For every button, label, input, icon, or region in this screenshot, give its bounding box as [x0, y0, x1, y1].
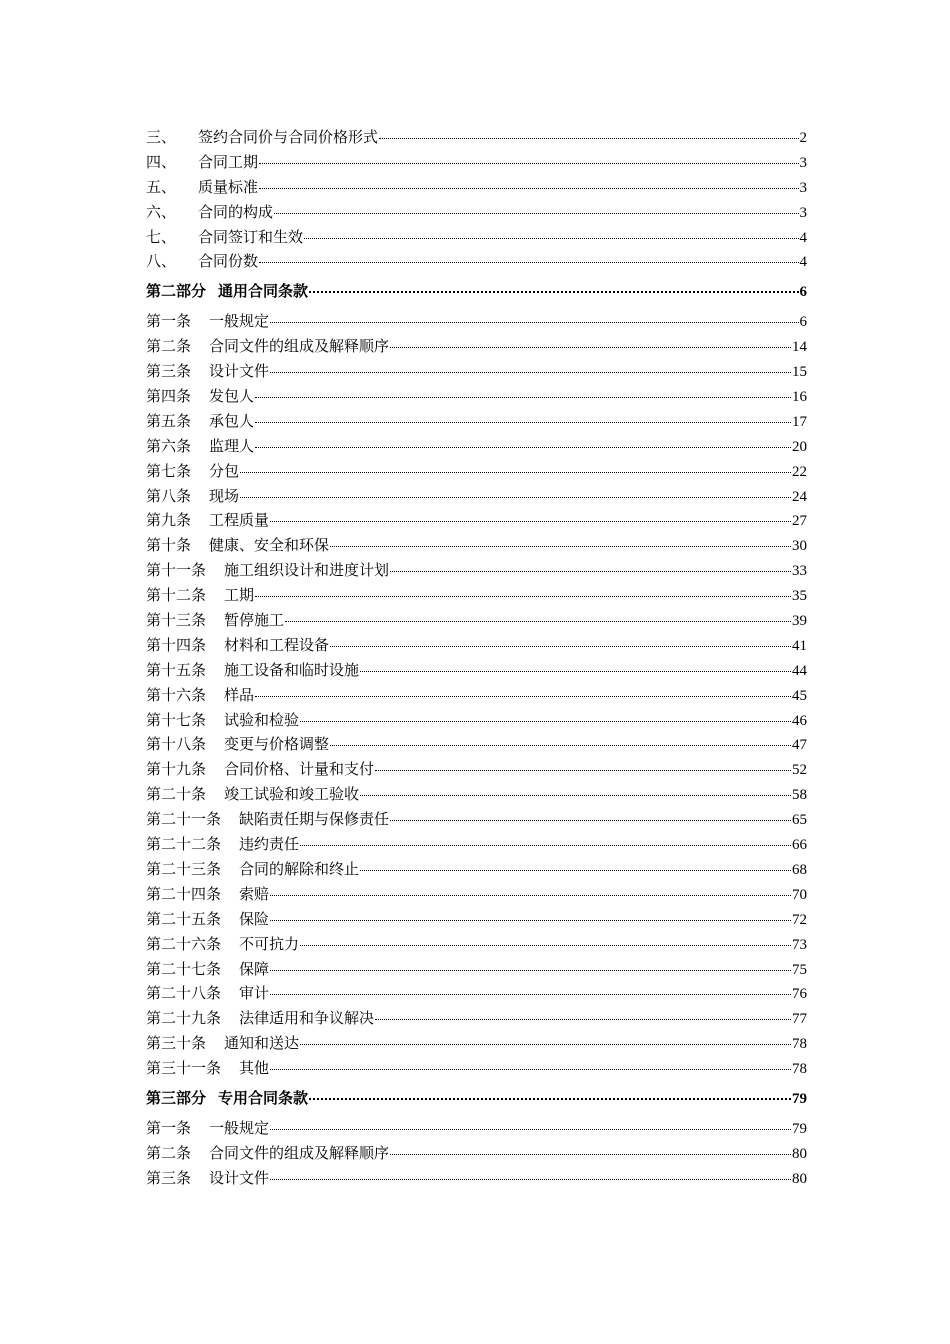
- entry-number: 第五条: [146, 411, 192, 430]
- toc-entry[interactable]: [146, 608, 807, 633]
- entry-number: 第二条: [146, 337, 192, 356]
- dot-leader: [270, 372, 791, 373]
- toc-entry[interactable]: [146, 409, 807, 434]
- entry-title: 签约合同价与合同价格形式: [198, 128, 379, 146]
- toc-entry[interactable]: [146, 981, 807, 1006]
- entry-page-number: 16: [792, 389, 807, 406]
- entry-number: 第二十一条: [146, 810, 222, 829]
- toc-entry[interactable]: [146, 757, 807, 782]
- dot-leader: [390, 347, 791, 348]
- entry-title: 竣工试验和竣工验收: [224, 785, 360, 804]
- entry-title: 不可抗力: [239, 934, 300, 953]
- section-page-number: 6: [799, 284, 807, 301]
- entry-title: 合同的解除和终止: [239, 859, 360, 878]
- toc-entry[interactable]: [146, 1141, 807, 1166]
- dot-leader: [259, 163, 798, 164]
- entry-number: 第六条: [146, 436, 192, 455]
- entry-title: 合同份数: [198, 252, 259, 271]
- entry-number: 第三十条: [146, 1034, 207, 1053]
- dot-leader: [259, 188, 798, 189]
- entry-page-number: 44: [792, 662, 807, 679]
- dot-leader: [270, 994, 791, 995]
- toc-entry[interactable]: [146, 558, 807, 583]
- entry-title: 材料和工程设备: [224, 635, 330, 654]
- dot-leader: [240, 497, 791, 498]
- dot-leader: [330, 646, 791, 647]
- entry-number: 第十六条: [146, 685, 207, 704]
- entry-page-number: 46: [792, 712, 807, 729]
- entry-title: 其他: [239, 1059, 270, 1078]
- section-page-number: 79: [792, 1090, 807, 1107]
- entry-number: 第二十二条: [146, 835, 222, 854]
- toc-entry[interactable]: [146, 832, 807, 857]
- dot-leader: [255, 696, 791, 697]
- entry-page-number: 80: [792, 1145, 807, 1162]
- entry-page-number: 66: [792, 837, 807, 854]
- entry-title: 承包人: [209, 411, 255, 430]
- dot-leader: [255, 447, 791, 448]
- entry-title: 工期: [224, 586, 255, 605]
- toc-entry[interactable]: [146, 583, 807, 608]
- entry-page-number: 2: [799, 130, 807, 146]
- entry-number: 六、: [146, 202, 177, 221]
- entry-page-number: 3: [799, 204, 807, 221]
- entry-title: 设计文件: [209, 1168, 270, 1187]
- entry-page-number: 15: [792, 364, 807, 381]
- dot-leader: [255, 397, 791, 398]
- section-title: 通用合同条款: [218, 282, 309, 301]
- entry-page-number: 30: [792, 538, 807, 555]
- entry-number: 第十二条: [146, 586, 207, 605]
- toc-entry[interactable]: [146, 434, 807, 459]
- entry-number: 第十一条: [146, 561, 207, 580]
- section-number: 第三部分: [146, 1088, 207, 1107]
- dot-leader: [270, 1129, 791, 1130]
- dot-leader: [309, 1098, 791, 1100]
- toc-entry[interactable]: [146, 732, 807, 757]
- dot-leader: [240, 472, 791, 473]
- dot-leader: [259, 262, 798, 263]
- dot-leader: [375, 1019, 791, 1020]
- entry-number: 五、: [146, 177, 177, 196]
- dot-leader: [390, 820, 791, 821]
- entry-page-number: 4: [799, 229, 807, 246]
- dot-leader: [255, 596, 791, 597]
- entry-title: 合同工期: [198, 152, 259, 171]
- entry-title: 合同文件的组成及解释顺序: [209, 337, 390, 356]
- entry-title: 分包: [209, 461, 240, 480]
- toc-entry[interactable]: [146, 658, 807, 683]
- entry-number: 第九条: [146, 511, 192, 530]
- entry-title: 一般规定: [209, 312, 270, 331]
- dot-leader: [379, 138, 798, 139]
- entry-page-number: 3: [799, 154, 807, 171]
- toc-entry[interactable]: [146, 633, 807, 658]
- entry-number: 第十五条: [146, 660, 207, 679]
- entry-number: 第一条: [146, 312, 192, 331]
- entry-number: 第一条: [146, 1118, 192, 1137]
- dot-leader: [270, 521, 791, 522]
- dot-leader: [360, 870, 791, 871]
- entry-title: 质量标准: [198, 177, 259, 196]
- dot-leader: [300, 945, 791, 946]
- dot-leader: [304, 238, 798, 239]
- dot-leader: [309, 291, 798, 293]
- entry-page-number: 52: [792, 762, 807, 779]
- dot-leader: [360, 795, 791, 796]
- entry-number: 第十三条: [146, 611, 207, 630]
- entry-page-number: 77: [792, 1011, 807, 1028]
- entry-page-number: 24: [792, 488, 807, 505]
- toc-entry[interactable]: [146, 882, 807, 907]
- entry-page-number: 6: [799, 314, 807, 331]
- entry-page-number: 65: [792, 812, 807, 829]
- entry-number: 第二十八条: [146, 984, 222, 1003]
- entry-page-number: 35: [792, 588, 807, 605]
- entry-title: 通知和送达: [224, 1034, 300, 1053]
- dot-leader: [360, 671, 791, 672]
- entry-page-number: 75: [792, 961, 807, 978]
- dot-leader: [270, 970, 791, 971]
- entry-number: 第二十条: [146, 785, 207, 804]
- entry-page-number: 22: [792, 463, 807, 480]
- toc-section-heading-part3[interactable]: [146, 1081, 807, 1116]
- dot-leader: [330, 546, 791, 547]
- entry-page-number: 78: [792, 1061, 807, 1078]
- dot-leader: [270, 322, 798, 323]
- entry-page-number: 14: [792, 339, 807, 356]
- entry-title: 工程质量: [209, 511, 270, 530]
- toc-entry[interactable]: [146, 683, 807, 708]
- entry-number: 七、: [146, 227, 177, 246]
- entry-page-number: 70: [792, 886, 807, 903]
- entry-page-number: 58: [792, 787, 807, 804]
- entry-title: 保险: [239, 909, 270, 928]
- toc-entry[interactable]: [146, 807, 807, 832]
- entry-number: 八、: [146, 252, 177, 271]
- toc-entry[interactable]: [146, 1166, 807, 1191]
- toc-entry[interactable]: [146, 857, 807, 882]
- dot-leader: [300, 845, 791, 846]
- section-number: 第二部分: [146, 282, 207, 301]
- entry-title: 健康、安全和环保: [209, 536, 330, 555]
- entry-title: 保障: [239, 959, 270, 978]
- toc-entry[interactable]: [146, 225, 807, 250]
- toc-entry[interactable]: [146, 309, 807, 334]
- dot-leader: [270, 1179, 791, 1180]
- toc-entry[interactable]: [146, 708, 807, 733]
- entry-title: 试验和检验: [224, 710, 300, 729]
- entry-number: 第二条: [146, 1143, 192, 1162]
- dot-leader: [270, 895, 791, 896]
- toc-entry[interactable]: [146, 957, 807, 982]
- dot-leader: [285, 621, 791, 622]
- toc-entry[interactable]: [146, 1031, 807, 1056]
- dot-leader: [270, 920, 791, 921]
- entry-title: 施工设备和临时设施: [224, 660, 360, 679]
- entry-page-number: 17: [792, 413, 807, 430]
- entry-number: 第二十九条: [146, 1009, 222, 1028]
- table-of-contents: [146, 125, 807, 1191]
- entry-number: 第二十七条: [146, 959, 222, 978]
- entry-title: 缺陷责任期与保修责任: [239, 810, 390, 829]
- entry-page-number: 68: [792, 861, 807, 878]
- entry-number: 三、: [146, 128, 177, 146]
- entry-page-number: 73: [792, 936, 807, 953]
- toc-entry[interactable]: [146, 533, 807, 558]
- section-title: 专用合同条款: [218, 1088, 309, 1107]
- dot-leader: [300, 721, 791, 722]
- entry-title: 违约责任: [239, 835, 300, 854]
- dot-leader: [255, 422, 791, 423]
- dot-leader: [270, 1069, 791, 1070]
- entry-number: 第十条: [146, 536, 192, 555]
- entry-title: 索赔: [239, 884, 270, 903]
- entry-number: 第十八条: [146, 735, 207, 754]
- toc-entry[interactable]: [146, 907, 807, 932]
- toc-entry[interactable]: [146, 782, 807, 807]
- entry-title: 暂停施工: [224, 611, 285, 630]
- entry-page-number: 33: [792, 563, 807, 580]
- entry-title: 现场: [209, 486, 240, 505]
- entry-page-number: 20: [792, 438, 807, 455]
- toc-entry[interactable]: [146, 1116, 807, 1141]
- entry-title: 合同的构成: [198, 202, 274, 221]
- entry-page-number: 80: [792, 1170, 807, 1187]
- toc-entry[interactable]: [146, 484, 807, 509]
- toc-entry[interactable]: [146, 334, 807, 359]
- toc-entry[interactable]: [146, 249, 807, 274]
- entry-number: 第七条: [146, 461, 192, 480]
- entry-title: 监理人: [209, 436, 255, 455]
- entry-page-number: 45: [792, 687, 807, 704]
- entry-number: 第三条: [146, 1168, 192, 1187]
- dot-leader: [300, 1044, 791, 1045]
- toc-entry[interactable]: [146, 508, 807, 533]
- entry-number: 第三条: [146, 362, 192, 381]
- dot-leader: [390, 1154, 791, 1155]
- toc-entry[interactable]: [146, 459, 807, 484]
- entry-number: 第十七条: [146, 710, 207, 729]
- entry-number: 第三十一条: [146, 1059, 222, 1078]
- dot-leader: [390, 571, 791, 572]
- entry-number: 第八条: [146, 486, 192, 505]
- toc-entry[interactable]: [146, 150, 807, 175]
- dot-leader: [375, 770, 791, 771]
- entry-page-number: 27: [792, 513, 807, 530]
- entry-page-number: 41: [792, 637, 807, 654]
- part2-entry-list: [146, 309, 807, 1081]
- entry-title: 法律适用和争议解决: [239, 1009, 375, 1028]
- toc-section-heading-part2[interactable]: [146, 274, 807, 309]
- entry-title: 施工组织设计和进度计划: [224, 561, 390, 580]
- entry-page-number: 78: [792, 1036, 807, 1053]
- entry-title: 发包人: [209, 387, 255, 406]
- toc-entry[interactable]: [146, 200, 807, 225]
- toc-entry[interactable]: [146, 1056, 807, 1081]
- toc-entry[interactable]: [146, 125, 807, 150]
- entry-number: 第四条: [146, 387, 192, 406]
- toc-entry[interactable]: [146, 932, 807, 957]
- part3-entry-list: [146, 1116, 807, 1191]
- entry-page-number: 47: [792, 737, 807, 754]
- entry-title: 设计文件: [209, 362, 270, 381]
- entry-number: 第二十五条: [146, 909, 222, 928]
- entry-page-number: 39: [792, 613, 807, 630]
- dot-leader: [274, 213, 798, 214]
- entry-number: 第十九条: [146, 760, 207, 779]
- entry-number: 四、: [146, 152, 177, 171]
- entry-title: 合同文件的组成及解释顺序: [209, 1143, 390, 1162]
- entry-title: 合同签订和生效: [198, 227, 304, 246]
- entry-number: 第二十三条: [146, 859, 222, 878]
- entry-title: 变更与价格调整: [224, 735, 330, 754]
- entry-page-number: 79: [792, 1120, 807, 1137]
- dot-leader: [330, 745, 791, 746]
- entry-title: 样品: [224, 685, 255, 704]
- toc-entry[interactable]: [146, 175, 807, 200]
- entry-title: 审计: [239, 984, 270, 1003]
- entry-page-number: 4: [799, 254, 807, 271]
- toc-entry[interactable]: [146, 1006, 807, 1031]
- entry-number: 第二十四条: [146, 884, 222, 903]
- entry-page-number: 72: [792, 911, 807, 928]
- entry-number: 第二十六条: [146, 934, 222, 953]
- entry-title: 一般规定: [209, 1118, 270, 1137]
- entry-number: 第十四条: [146, 635, 207, 654]
- entry-page-number: 3: [799, 179, 807, 196]
- entry-page-number: 76: [792, 986, 807, 1003]
- toc-entry[interactable]: [146, 359, 807, 384]
- part1-entry-list: [146, 125, 807, 274]
- toc-entry[interactable]: [146, 384, 807, 409]
- entry-title: 合同价格、计量和支付: [224, 760, 375, 779]
